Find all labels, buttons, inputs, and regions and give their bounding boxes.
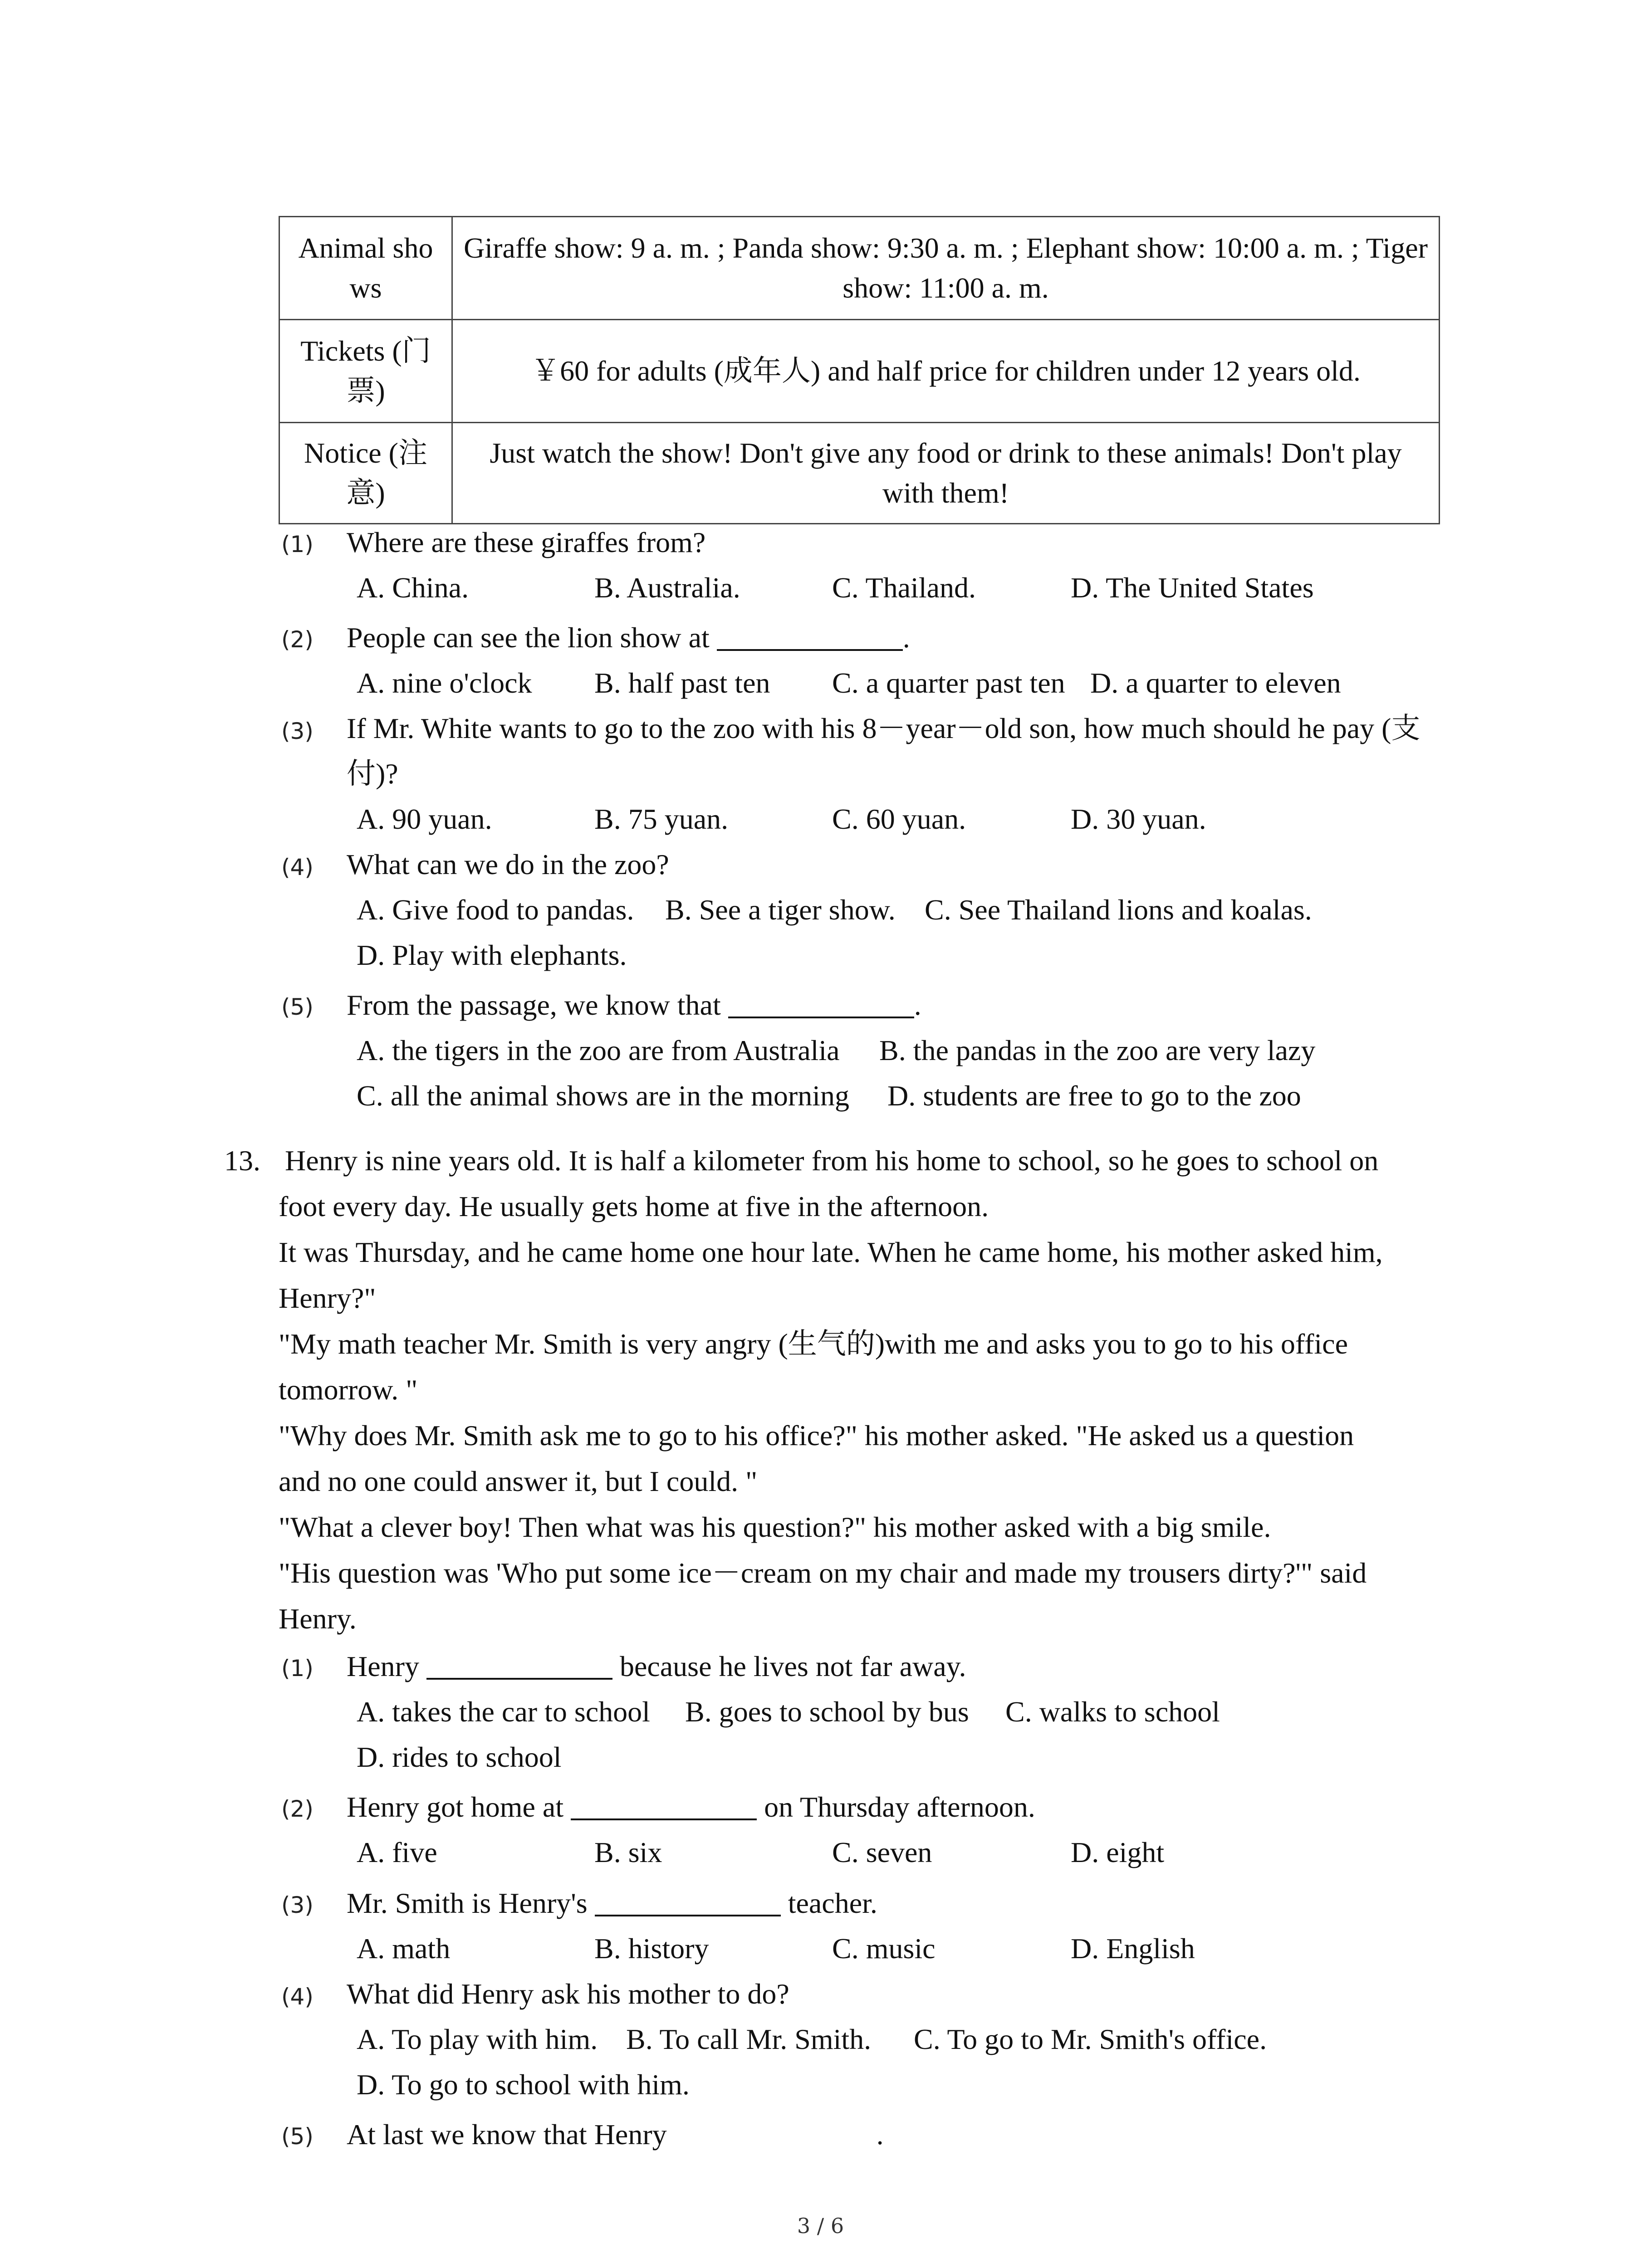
passage-line: "His question was 'Who put some ice－cream on my chair and made my trousers dirty?'" said	[279, 1557, 1367, 1589]
question-stem	[347, 1881, 1440, 1926]
option-a: A. math	[357, 1932, 451, 1965]
stem-text: People can see the lion show at	[347, 621, 710, 654]
question-number-13: 13.	[224, 1144, 260, 1177]
zoo-info-table	[279, 216, 1440, 524]
passage-line: It was Thursday, and he came home one hour late. When he came home, his mother asked him,	[279, 1236, 1383, 1268]
answer-blank	[728, 985, 914, 1018]
option-c: C. walks to school	[1005, 1696, 1220, 1728]
option-c: C. all the animal shows are in the morning	[357, 1080, 849, 1112]
question-number: (4)	[281, 854, 314, 880]
table-row	[279, 217, 1440, 320]
option-a: A. the tigers in the zoo are from Australia	[357, 1034, 840, 1066]
option-d: D. eight	[1071, 1836, 1165, 1868]
stem-text: .	[902, 621, 910, 654]
option-a: A. Give food to pandas.	[357, 894, 634, 926]
option-c: C. To go to Mr. Smith's office.	[914, 2023, 1267, 2055]
question-number: (1)	[281, 531, 314, 557]
stem-text: From the passage, we know that	[347, 989, 721, 1021]
table-label-cell: Animal sho ws	[279, 217, 452, 320]
passage-line: "Why does Mr. Smith ask me to go to his office?" his mother asked. "He asked us a question	[279, 1419, 1354, 1452]
option-b: B. history	[594, 1932, 709, 1965]
passage-line: "My math teacher Mr. Smith is very angry (生气的)with me and asks you to go to his office	[279, 1328, 1348, 1360]
option-d: D. English	[1071, 1932, 1195, 1965]
option-b: B. See a tiger show.	[665, 894, 896, 926]
question-number: (2)	[281, 626, 314, 653]
answer-blank	[595, 1883, 781, 1916]
answer-blank	[571, 1787, 757, 1820]
question-stem: What did Henry ask his mother to do?	[347, 1978, 789, 2010]
table-value-cell: Giraffe show: 9 a. m. ; Panda show: 9:30 a. m. ; Elephant show: 10:00 a. m. ; Tiger show: 11:00 a. m.	[452, 217, 1440, 320]
answer-blank	[426, 1646, 612, 1680]
option-b: B. six	[594, 1836, 662, 1868]
passage-line: "What a clever boy! Then what was his question?" his mother asked with a big smile.	[279, 1511, 1271, 1543]
option-c: C. 60 yuan.	[832, 803, 966, 835]
question-stem	[347, 982, 1440, 1028]
stem-text: teacher.	[788, 1887, 877, 1919]
option-d: D. students are free to go to the zoo	[887, 1080, 1301, 1112]
stem-text: on Thursday afternoon.	[764, 1791, 1035, 1823]
question-number: (1)	[281, 1655, 314, 1681]
option-d: D. a quarter to eleven	[1090, 667, 1341, 699]
table-label-cell: Notice (注意)	[279, 423, 452, 524]
option-a: A. takes the car to school	[357, 1696, 650, 1728]
question-stem: What can we do in the zoo?	[347, 848, 669, 880]
option-a: A. 90 yuan.	[357, 803, 492, 835]
option-a: A. five	[357, 1836, 437, 1868]
question-stem	[347, 2112, 1440, 2157]
passage-line: Henry.	[279, 1603, 357, 1635]
option-c: C. Thailand.	[832, 572, 976, 604]
option-b: B. goes to school by bus	[685, 1696, 969, 1728]
passage-line: tomorrow. "	[279, 1374, 418, 1406]
option-c: C. a quarter past ten	[832, 667, 1065, 699]
stem-text: Henry	[347, 1650, 419, 1682]
stem-text: At last we know that Henry	[347, 2118, 667, 2151]
option-d: D. 30 yuan.	[1071, 803, 1206, 835]
table-row	[279, 320, 1440, 423]
option-c: C. See Thailand lions and koalas.	[925, 894, 1312, 926]
question-stem: If Mr. White wants to go to the zoo with his 8－year－old son, how much should he pay (支付)?	[347, 712, 1421, 790]
question-stem	[347, 1784, 1440, 1830]
passage-line: Henry?"	[279, 1282, 376, 1314]
question-stem: Where are these giraffes from?	[347, 526, 706, 558]
passage-line: and no one could answer it, but I could. "	[279, 1465, 758, 1497]
table-row	[279, 423, 1440, 524]
question-number: (5)	[281, 994, 314, 1020]
option-c: C. music	[832, 1932, 936, 1965]
question-stem	[347, 1644, 1440, 1689]
option-b: B. Australia.	[594, 572, 740, 604]
option-b: B. the pandas in the zoo are very lazy	[879, 1034, 1316, 1066]
option-b: B. half past ten	[594, 667, 770, 699]
table-value-cell: Just watch the show! Don't give any food or drink to these animals! Don't play with them!	[452, 423, 1440, 524]
option-d: D. Play with elephants.	[357, 939, 627, 971]
option-d: D. The United States	[1071, 572, 1314, 604]
question-number: (3)	[281, 1892, 314, 1918]
question-number: (2)	[281, 1796, 314, 1822]
question-number: (5)	[281, 2123, 314, 2150]
table-label-cell: Tickets (门票)	[279, 320, 452, 423]
answer-blank	[717, 617, 903, 651]
option-d: D. rides to school	[357, 1741, 562, 1773]
stem-text: because he lives not far away.	[619, 1650, 966, 1682]
option-a: A. China.	[357, 572, 469, 604]
table-value-cell: ￥60 for adults (成年人) and half price for children under 12 years old.	[452, 320, 1440, 423]
passage-line: Henry is nine years old. It is half a kilometer from his home to school, so he goes to school on	[285, 1144, 1379, 1177]
question-number: (3)	[281, 718, 314, 744]
stem-text: .	[876, 2118, 884, 2151]
option-d: D. To go to school with him.	[357, 2068, 690, 2101]
stem-text: .	[914, 989, 921, 1021]
option-a: A. nine o'clock	[357, 667, 532, 699]
option-b: B. 75 yuan.	[594, 803, 729, 835]
option-c: C. seven	[832, 1836, 932, 1868]
stem-text: Henry got home at	[347, 1791, 564, 1823]
option-a: A. To play with him.	[357, 2023, 598, 2055]
stem-text: Mr. Smith is Henry's	[347, 1887, 588, 1919]
option-b: B. To call Mr. Smith.	[626, 2023, 872, 2055]
page-number: 3 / 6	[797, 2214, 844, 2238]
question-number: (4)	[281, 1984, 314, 2010]
passage-line: foot every day. He usually gets home at five in the afternoon.	[279, 1190, 989, 1222]
question-stem	[347, 615, 1440, 660]
